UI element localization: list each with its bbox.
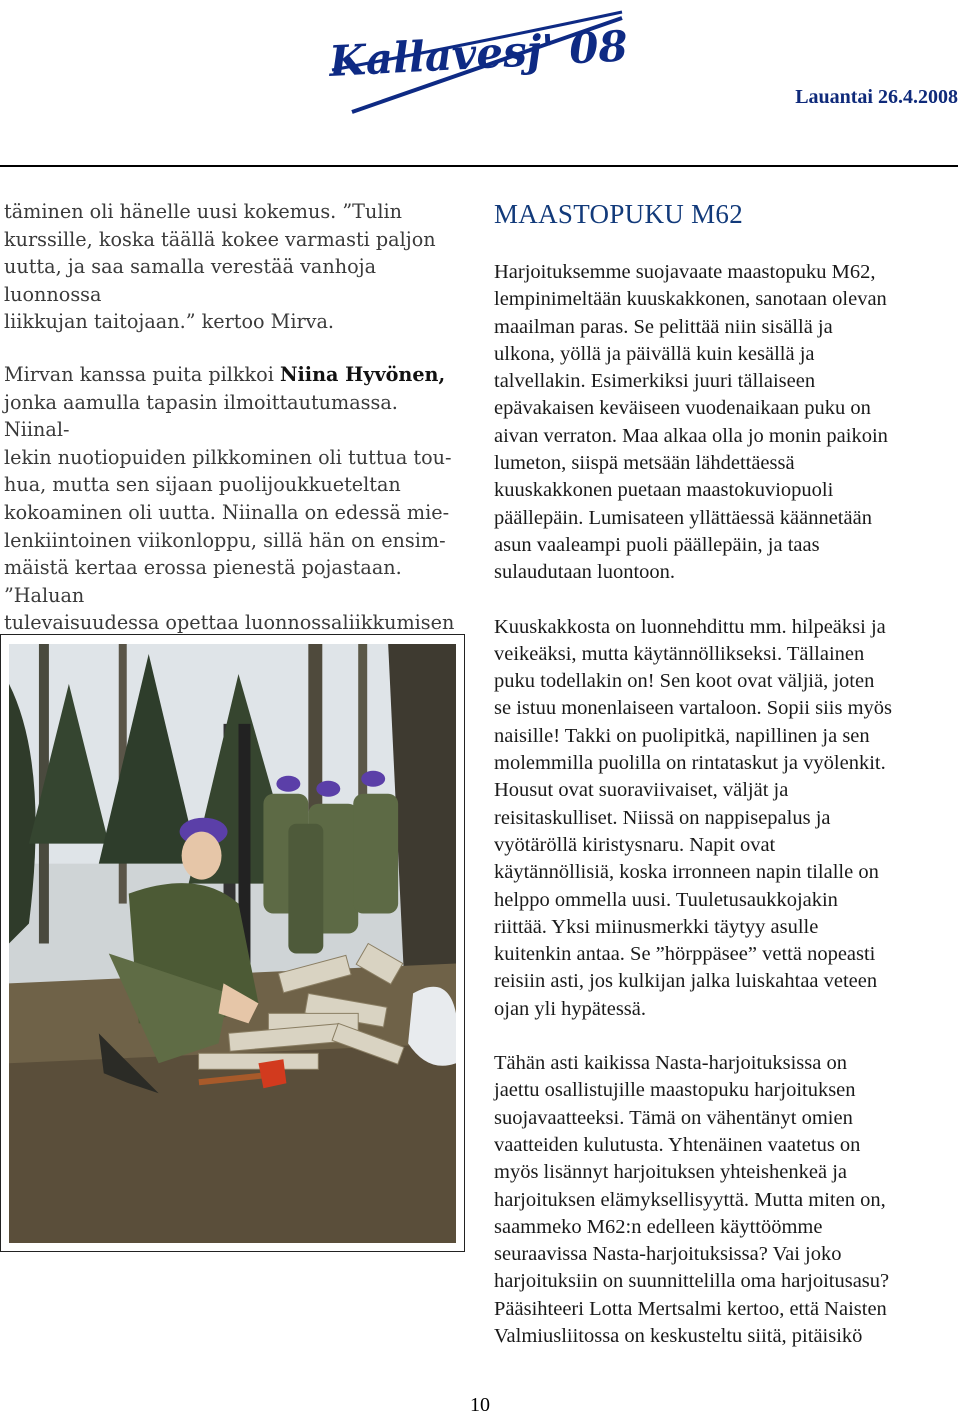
paragraph-text: Mirvan kanssa puita pilkkoi [4, 362, 280, 386]
person-name: Niina Hyvönen, [279, 362, 446, 386]
article-heading: MAASTOPUKU M62 [494, 199, 743, 229]
page-number: 10 [470, 1394, 490, 1416]
header-divider [0, 165, 958, 167]
paragraph-text: jonka aamulla tapasin ilmoittautumassa. Niinal- lekin nuotiopuiden pilkkominen oli tuttua tou- hua, mutta sen sijaan puolijoukkueteltan kokoaminen oli uutta. Niinalla on edessä mie- lenkiintoinen viikonloppu, sillä hän on ensim- mäistä kertaa erossa pienestä pojastaan. ”Haluan tulevaisuudessa opettaa luonnossaliikkumisen [4, 390, 455, 635]
right-column [494, 196, 960, 1377]
svg-text:Kallavesj' 08: Kallavesj' 08 [327, 21, 629, 86]
kallavesi-logo [322, 4, 640, 122]
left-paragraph-1: täminen oli hänelle uusi kokemus. ”Tulin kurssille, koska täällä kokee varmasti paljon uutta, ja saa samalla verestää vanhoja luonnossa liikkujan taitojaan.” kertoo Mirva. [4, 200, 436, 334]
photo-firewood-splitting [0, 634, 465, 1252]
issue-date: Lauantai 26.4.2008 [795, 86, 958, 108]
left-column [4, 198, 466, 690]
right-paragraph-3: Tähän asti kaikissa Nasta-harjoituksissa on jaettu osallistujille maastopuku harjoituksen suojavaatteeksi. Tämä on vähentänyt omien vaatteiden kulutusta. Yhtenäinen vaatetus on myös lisännyt harjoituksen yhteishenkeä ja harjoituksen elämyksellisyyttä. Mutta miten on, saammeko M62:n edelleen käyttöömme seuraavissa Nasta-harjoituksissa? Vai joko harjoituksiin on suunnittelilla oma harjoitusasu? Pääsihteeri Lotta Mertsalmi kertoo, että Naisten Valmiusliitossa on keskusteltu siitä, pitäisikö [494, 1052, 890, 1347]
left-paragraph-2 [4, 361, 466, 665]
right-paragraph-2: Kuuskakkosta on luonnehdittu mm. hilpeäksi ja veikeäksi, mutta käytännöllikseksi. Tällainen puku todellakin on! Sen koot ovat väljiä, joten se istuu monenlaiseen vartaloon. Sopii siis myös naisille! Takki on puolipitkä, napillinen ja sen molemmilla puolilla on rintataskut ja vyölenkit. Housut ovat suoraviivaiset, väljät ja reisitaskulliset. Niissä on nappisepalus ja vyötäröllä kiristysnaru. Napit ovat käytännöllisiä, koska irronneen napin tilalle on helppo ommella uusi. Tuuletusaukkojakin riittää. Yksi miinusmerkki täytyy asulle kuitenkin antaa. Se ”hörppäsee” vettä nopeasti reisiin asti, jos kulkijan jalka luiskahtaa veteen ojan yli hypätessä. [494, 615, 893, 1020]
right-paragraph-1: Harjoituksemme suojavaate maastopuku M62, lempinimeltään kuuskakkonen, sanotaan olevan maailman paras. Se pelittää niin sisällä ja ulkona, yöllä ja päivällä kuin kesällä ja talvellakin. Esimerkiksi juuri tällaiseen epävakaisen keväiseen vuodenaikaan puku on aivan verraton. Maa alkaa olla jo monin paikoin lumeton, siispä metsään lähdettäessä kuuskakkonen puetaan maastokuviopuoli päällepäin. Lumisateen yllättäessä käännetään asun vaaleampi puoli päällepäin, ja taas sulaudutaan luontoon. [494, 261, 888, 584]
